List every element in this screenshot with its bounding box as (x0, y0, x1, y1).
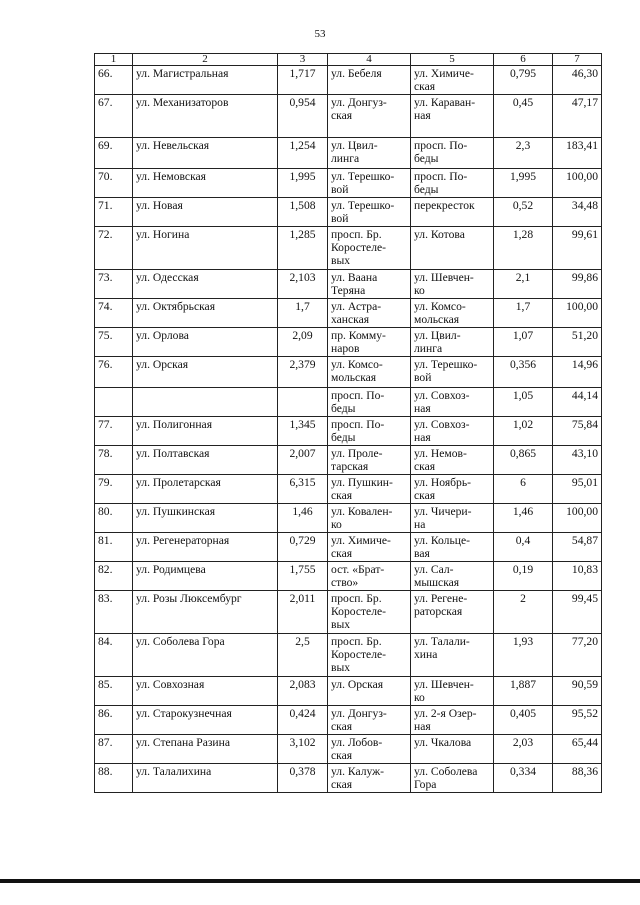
bottom-rule (0, 879, 640, 883)
section-length: 0,795 (494, 66, 553, 95)
section-start: ул. Орская (328, 677, 411, 706)
coverage-percent: 95,52 (553, 706, 602, 735)
row-number: 86. (95, 706, 133, 735)
coverage-percent: 77,20 (553, 634, 602, 677)
street-name: ул. Немовская (133, 169, 278, 198)
table-row (95, 328, 602, 357)
column-header: 2 (133, 54, 278, 66)
street-name: ул. Невельская (133, 138, 278, 169)
row-number: 69. (95, 138, 133, 169)
coverage-percent: 100,00 (553, 504, 602, 533)
table-row (95, 591, 602, 634)
street-length: 1,995 (278, 169, 328, 198)
table-row (95, 533, 602, 562)
coverage-percent: 99,86 (553, 270, 602, 299)
section-length: 0,4 (494, 533, 553, 562)
street-length: 1,717 (278, 66, 328, 95)
street-name: ул. Талалихина (133, 764, 278, 793)
coverage-percent: 14,96 (553, 357, 602, 388)
street-length: 1,755 (278, 562, 328, 591)
coverage-percent: 99,45 (553, 591, 602, 634)
table-row (95, 504, 602, 533)
table-row (95, 446, 602, 475)
section-start: ул. Донгуз- ская (328, 95, 411, 138)
table-row (95, 270, 602, 299)
coverage-percent: 54,87 (553, 533, 602, 562)
row-number: 73. (95, 270, 133, 299)
section-end: ул. 2-я Озер- ная (411, 706, 494, 735)
section-end: ул. Комсо- мольская (411, 299, 494, 328)
section-end: ул. Талали- хина (411, 634, 494, 677)
section-length: 1,7 (494, 299, 553, 328)
section-end: ул. Чичери- на (411, 504, 494, 533)
section-start: ул. Ваана Теряна (328, 270, 411, 299)
row-number (95, 388, 133, 417)
coverage-percent: 75,84 (553, 417, 602, 446)
street-name: ул. Родимцева (133, 562, 278, 591)
row-number: 83. (95, 591, 133, 634)
section-length: 1,887 (494, 677, 553, 706)
section-length: 0,405 (494, 706, 553, 735)
row-number: 70. (95, 169, 133, 198)
section-start: ул. Ковален- ко (328, 504, 411, 533)
row-number: 71. (95, 198, 133, 227)
section-end: ул. Цвил- линга (411, 328, 494, 357)
section-end: ул. Шевчен- ко (411, 677, 494, 706)
row-number: 85. (95, 677, 133, 706)
street-length: 2,379 (278, 357, 328, 388)
street-name: ул. Новая (133, 198, 278, 227)
street-length: 2,083 (278, 677, 328, 706)
street-length: 0,729 (278, 533, 328, 562)
street-name: ул. Старокузнечная (133, 706, 278, 735)
table-row (95, 764, 602, 793)
coverage-percent: 100,00 (553, 169, 602, 198)
section-end: ул. Чкалова (411, 735, 494, 764)
section-start: ул. Комсо- мольская (328, 357, 411, 388)
coverage-percent: 51,20 (553, 328, 602, 357)
street-name: ул. Механизаторов (133, 95, 278, 138)
column-header: 1 (95, 54, 133, 66)
street-name: ул. Орлова (133, 328, 278, 357)
street-length: 2,5 (278, 634, 328, 677)
coverage-percent: 44,14 (553, 388, 602, 417)
street-length: 0,378 (278, 764, 328, 793)
street-length: 1,285 (278, 227, 328, 270)
row-number: 75. (95, 328, 133, 357)
section-length: 0,334 (494, 764, 553, 793)
column-header: 5 (411, 54, 494, 66)
street-length: 2,103 (278, 270, 328, 299)
coverage-percent: 90,59 (553, 677, 602, 706)
row-number: 79. (95, 475, 133, 504)
street-name: ул. Розы Люксембург (133, 591, 278, 634)
section-start: пр. Комму- наров (328, 328, 411, 357)
section-end: ул. Ноябрь- ская (411, 475, 494, 504)
section-length: 1,93 (494, 634, 553, 677)
column-header: 3 (278, 54, 328, 66)
row-number: 87. (95, 735, 133, 764)
section-length: 1,46 (494, 504, 553, 533)
section-start: ул. Химиче- ская (328, 533, 411, 562)
page-number: 53 (314, 28, 326, 40)
section-end: ул. Котова (411, 227, 494, 270)
coverage-percent: 47,17 (553, 95, 602, 138)
coverage-percent: 88,36 (553, 764, 602, 793)
row-number: 88. (95, 764, 133, 793)
section-end: ул. Немов- ская (411, 446, 494, 475)
street-length (278, 388, 328, 417)
table-row (95, 357, 602, 388)
coverage-percent: 95,01 (553, 475, 602, 504)
table-row (95, 299, 602, 328)
section-length: 1,07 (494, 328, 553, 357)
table-row (95, 417, 602, 446)
section-start: ул. Калуж- ская (328, 764, 411, 793)
section-end: ул. Совхоз- ная (411, 417, 494, 446)
section-length: 0,52 (494, 198, 553, 227)
street-name: ул. Степана Разина (133, 735, 278, 764)
table-row (95, 735, 602, 764)
street-name: ул. Полтавская (133, 446, 278, 475)
section-start: просп. По- беды (328, 417, 411, 446)
column-header: 6 (494, 54, 553, 66)
section-start: ул. Терешко- вой (328, 198, 411, 227)
section-start: ул. Терешко- вой (328, 169, 411, 198)
section-end: перекресток (411, 198, 494, 227)
section-end: просп. По- беды (411, 138, 494, 169)
table-row (95, 677, 602, 706)
coverage-percent: 43,10 (553, 446, 602, 475)
street-length: 1,345 (278, 417, 328, 446)
section-length: 1,05 (494, 388, 553, 417)
row-number: 77. (95, 417, 133, 446)
column-header: 7 (553, 54, 602, 66)
road-table (94, 53, 602, 793)
section-start: просп. Бр. Коростеле- вых (328, 227, 411, 270)
row-number: 80. (95, 504, 133, 533)
row-number: 81. (95, 533, 133, 562)
row-number: 82. (95, 562, 133, 591)
table-row (95, 562, 602, 591)
row-number: 84. (95, 634, 133, 677)
section-start: ул. Пушкин- ская (328, 475, 411, 504)
section-length: 6 (494, 475, 553, 504)
coverage-percent: 183,41 (553, 138, 602, 169)
section-end: ул. Регене- раторская (411, 591, 494, 634)
section-length: 2,03 (494, 735, 553, 764)
section-start: просп. Бр. Коростеле- вых (328, 634, 411, 677)
section-start: ул. Бебеля (328, 66, 411, 95)
table-row (95, 138, 602, 169)
section-end: ул. Химиче- ская (411, 66, 494, 95)
coverage-percent: 10,83 (553, 562, 602, 591)
coverage-percent: 100,00 (553, 299, 602, 328)
section-end: ул. Караван- ная (411, 95, 494, 138)
row-number: 78. (95, 446, 133, 475)
section-length: 0,19 (494, 562, 553, 591)
table-row (95, 634, 602, 677)
table-row (95, 95, 602, 138)
street-name (133, 388, 278, 417)
section-end: ул. Шевчен- ко (411, 270, 494, 299)
coverage-percent: 65,44 (553, 735, 602, 764)
section-end: ул. Соболева Гора (411, 764, 494, 793)
row-number: 67. (95, 95, 133, 138)
section-length: 1,28 (494, 227, 553, 270)
street-length: 3,102 (278, 735, 328, 764)
section-start: ул. Лобов- ская (328, 735, 411, 764)
coverage-percent: 34,48 (553, 198, 602, 227)
street-name: ул. Пролетарская (133, 475, 278, 504)
street-length: 0,954 (278, 95, 328, 138)
street-name: ул. Регенераторная (133, 533, 278, 562)
street-length: 0,424 (278, 706, 328, 735)
table-header-row (95, 54, 602, 66)
section-start: ул. Астра- ханская (328, 299, 411, 328)
section-length: 0,45 (494, 95, 553, 138)
street-length: 1,254 (278, 138, 328, 169)
table-row (95, 227, 602, 270)
street-name: ул. Пушкинская (133, 504, 278, 533)
street-name: ул. Октябрьская (133, 299, 278, 328)
street-name: ул. Магистральная (133, 66, 278, 95)
section-end: ул. Сал- мышская (411, 562, 494, 591)
section-length: 0,356 (494, 357, 553, 388)
coverage-percent: 46,30 (553, 66, 602, 95)
section-length: 2 (494, 591, 553, 634)
table-row (95, 706, 602, 735)
street-name: ул. Полигонная (133, 417, 278, 446)
table-row (95, 388, 602, 417)
table-row (95, 66, 602, 95)
row-number: 74. (95, 299, 133, 328)
row-number: 66. (95, 66, 133, 95)
section-start: ул. Проле- тарская (328, 446, 411, 475)
section-end: просп. По- беды (411, 169, 494, 198)
section-length: 2,3 (494, 138, 553, 169)
section-start: ул. Донгуз- ская (328, 706, 411, 735)
street-name: ул. Совхозная (133, 677, 278, 706)
street-name: ул. Орская (133, 357, 278, 388)
table-row (95, 198, 602, 227)
section-end: ул. Совхоз- ная (411, 388, 494, 417)
street-length: 2,011 (278, 591, 328, 634)
table-row (95, 169, 602, 198)
street-name: ул. Соболева Гора (133, 634, 278, 677)
street-length: 1,508 (278, 198, 328, 227)
section-start: ул. Цвил- линга (328, 138, 411, 169)
section-length: 1,995 (494, 169, 553, 198)
coverage-percent: 99,61 (553, 227, 602, 270)
row-number: 72. (95, 227, 133, 270)
street-length: 1,46 (278, 504, 328, 533)
section-start: просп. По- беды (328, 388, 411, 417)
section-end: ул. Терешко- вой (411, 357, 494, 388)
column-header: 4 (328, 54, 411, 66)
street-name: ул. Ногина (133, 227, 278, 270)
street-length: 6,315 (278, 475, 328, 504)
row-number: 76. (95, 357, 133, 388)
section-length: 0,865 (494, 446, 553, 475)
section-length: 1,02 (494, 417, 553, 446)
street-length: 2,09 (278, 328, 328, 357)
section-length: 2,1 (494, 270, 553, 299)
section-start: просп. Бр. Коростеле- вых (328, 591, 411, 634)
section-end: ул. Кольце- вая (411, 533, 494, 562)
section-start: ост. «Брат- ство» (328, 562, 411, 591)
street-length: 2,007 (278, 446, 328, 475)
street-name: ул. Одесская (133, 270, 278, 299)
table-row (95, 475, 602, 504)
street-length: 1,7 (278, 299, 328, 328)
